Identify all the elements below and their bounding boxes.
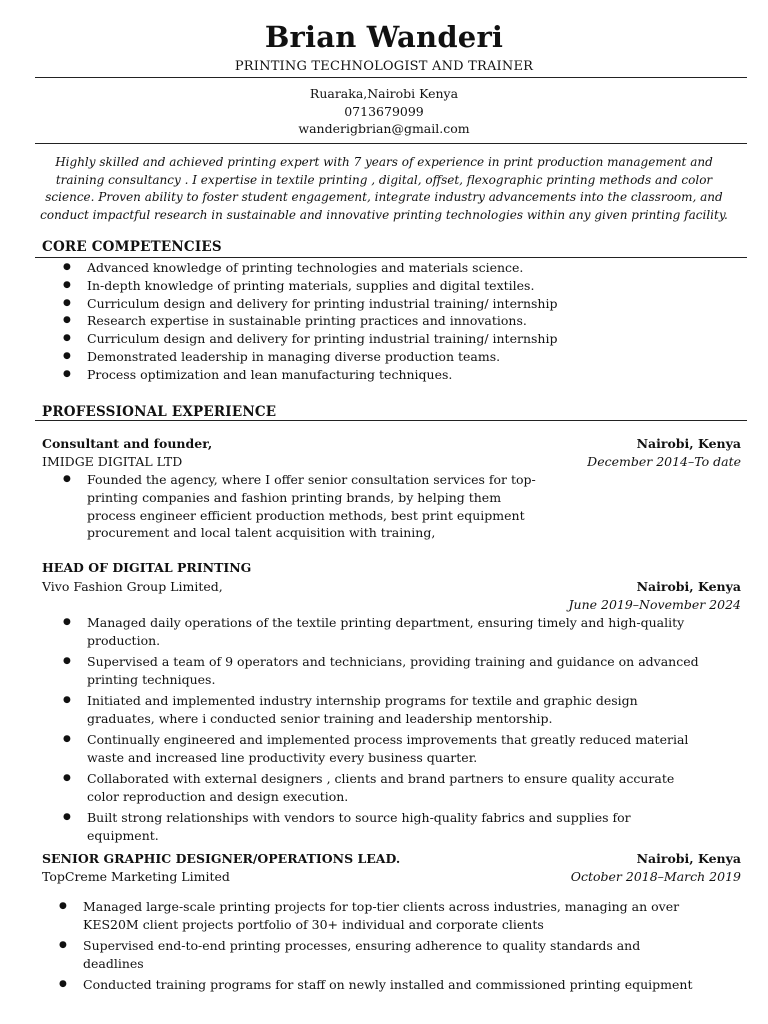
job-location: Nairobi, Kenya [636,851,741,866]
job-location: Nairobi, Kenya [636,436,741,451]
job-bullets [42,471,542,542]
list-item: ● Conducted training programs for staff on newly installed and commissioned printing equipment [38,976,698,994]
list-item: ● Curriculum design and delivery for printing industrial training/ internship [42,330,722,348]
job-header [42,851,741,869]
list-item: ● Collaborated with external designers , clients and brand partners to ensure quality accurate color reproduction and design execution. [42,770,702,806]
divider [35,143,747,144]
job-dates: December 2014–To date [587,454,741,469]
list-item: ● Research expertise in sustainable printing practices and innovations. [42,312,722,330]
contact-location: Ruaraka,Nairobi Kenya [309,86,459,101]
list-item: ● Advanced knowledge of printing technologies and materials science. [42,259,722,277]
job-subheader [42,579,741,597]
competencies-list [42,259,722,384]
job-location: Nairobi, Kenya [636,579,741,594]
job-bullets [38,898,698,997]
list-item: ● Supervised end-to-end printing processes, ensuring adherence to quality standards and deadlines [38,937,698,973]
section-divider [35,420,747,421]
job-company: TopCreme Marketing Limited [42,869,230,884]
job-bullets [42,614,702,849]
list-item: ● In-depth knowledge of printing materials, supplies and digital textiles. [42,277,722,295]
professional-summary: Highly skilled and achieved printing expert with 7 years of experience in print production management and training consultancy . I expertise in textile printing , digital, offset, flexographic printing methods and color science. Proven ability to foster student engagement, integrate industry advancements into the classroom, and conduct impactful research in sustainable and innovative printing technologies within any given printing facility. [40,155,728,222]
job-dates: June 2019–November 2024 [568,597,741,612]
list-item: ● Process optimization and lean manufacturing techniques. [42,366,722,384]
contact-email: wanderigbrian@gmail.com [298,121,470,136]
job-role: SENIOR GRAPHIC DESIGNER/OPERATIONS LEAD. [42,851,401,866]
list-item: ● Initiated and implemented industry internship programs for textile and graphic design graduates, where i conducted senior training and leadership mentorship. [42,692,702,728]
job-subheader [42,869,741,887]
candidate-title: PRINTING TECHNOLOGIST AND TRAINER [234,59,534,74]
job-header [42,436,741,454]
list-item: ● Supervised a team of 9 operators and technicians, providing training and guidance on advanced printing techniques. [42,653,702,689]
job-company: IMIDGE DIGITAL LTD [42,454,183,469]
job-role: Consultant and founder, [42,436,213,451]
section-heading-professional-experience: PROFESSIONAL EXPERIENCE [42,404,277,420]
section-heading-core-competencies: CORE COMPETENCIES [42,239,222,255]
job-role: HEAD OF DIGITAL PRINTING [42,560,252,575]
list-item: ● Demonstrated leadership in managing diverse production teams. [42,348,722,366]
list-item: ● Managed large-scale printing projects for top-tier clients across industries, managing an over KES20M client projects portfolio of 30+ individual and corporate clients [38,898,698,934]
job-header [42,560,741,578]
job-dates-row [42,597,741,615]
candidate-name: Brian Wanderi [264,20,504,54]
list-item: ● Managed daily operations of the textile printing department, ensuring timely and high-quality production. [42,614,702,650]
list-item: ● Built strong relationships with vendors to source high-quality fabrics and supplies for equipment. [42,809,702,845]
list-item: ● Founded the agency, where I offer senior consultation services for top-printing companies and fashion printing brands, by helping them process engineer efficient production methods, best print equipment procurement and local talent acquisition with training, [42,471,542,542]
list-item: ● Curriculum design and delivery for printing industrial training/ internship [42,295,722,313]
job-dates: October 2018–March 2019 [570,869,741,884]
contact-phone: 0713679099 [344,104,424,119]
section-divider [35,257,747,258]
job-company: Vivo Fashion Group Limited, [42,579,223,594]
list-item: ● Continually engineered and implemented process improvements that greatly reduced material waste and increased line productivity every business quarter. [42,731,702,767]
job-subheader [42,454,741,472]
divider [35,77,747,78]
